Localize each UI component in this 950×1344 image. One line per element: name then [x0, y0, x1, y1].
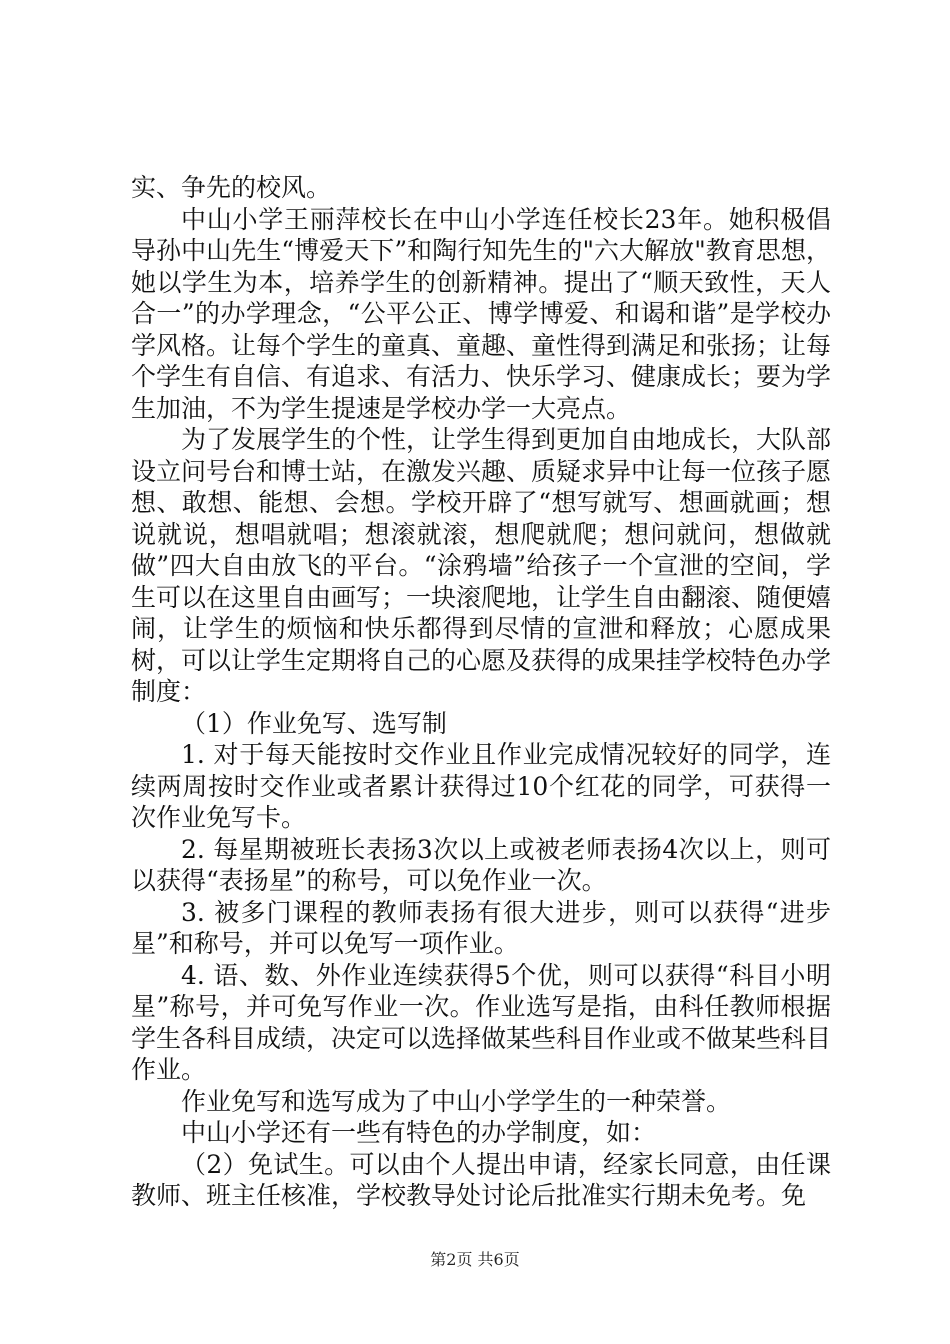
list-item: 4. 语、数、外作业连续获得5个优，则可以获得“科目小明星”称号，并可免写作业一次。作业选写是指，由科任教师根据学生各科目成绩，决定可以选择做某些科目作业或不做某些科目作业。: [131, 960, 832, 1084]
list-item: 1. 对于每天能按时交作业且作业完成情况较好的同学，连续两周按时交作业或者累计获得过10个红花的同学，可获得一次作业免写卡。: [131, 740, 831, 832]
list-item: 3. 被多门课程的教师表扬有很大进步，则可以获得“进步星”和称号，并可以免写一项作业。: [131, 897, 831, 958]
paragraph: 中山小学王丽萍校长在中山小学连任校长23年。她积极倡导孙中山先生“博爱天下”和陶行知先生的"六大解放"教育思想，她以学生为本，培养学生的创新精神。提出了“顺天致性，天人合一”的办学理念，“公平公正、博学博爱、和谒和谐”是学校办学风格。让每个学生的童真、童趣、童性得到满足和张扬；让每个学生有自信、有追求、有活力、快乐学习、健康成长；要为学生加油，不为学生提速是学校办学一大亮点。: [131, 204, 832, 423]
paragraph: 为了发展学生的个性，让学生得到更加自由地成长，大队部设立问号台和博士站，在激发兴趣、质疑求异中让每一位孩子愿想、敢想、能想、会想。学校开辟了“想写就写、想画就画；想说就说，想唱就唱；想滚就滚，想爬就爬；想问就问，想做就做”四大自由放飞的平台。“涂鸦墙”给孩子一个宣泄的空间，学生可以在这里自由画写；一块滚爬地，让学生自由翻滚、随便嬉闹，让学生的烦恼和快乐都得到尽情的宣泄和释放；心愿成果树，可以让学生定期将自己的心愿及获得的成果挂学校特色办学制度：: [131, 425, 832, 706]
paragraph: 中山小学还有一些有特色的办学制度，如：: [181, 1118, 657, 1147]
section-heading: （1）作业免写、选写制: [181, 708, 447, 738]
paragraph: 实、争先的校风。: [131, 173, 332, 202]
section-heading: （2）免试生。可以由个人提出申请，经家长同意，由任课教师、班主任核准，学校教导处讨论后批准实行期未免考。免: [131, 1149, 831, 1210]
paragraph: 作业免写和选写成为了中山小学学生的一种荣誉。: [181, 1086, 732, 1116]
document-body: [131, 172, 831, 1212]
page-number: 第2页 共6页: [430, 1250, 520, 1269]
list-item: 2. 每星期被班长表扬3次以上或被老师表扬4次以上，则可以获得“表扬星”的称号，可以免作业一次。: [131, 834, 831, 895]
